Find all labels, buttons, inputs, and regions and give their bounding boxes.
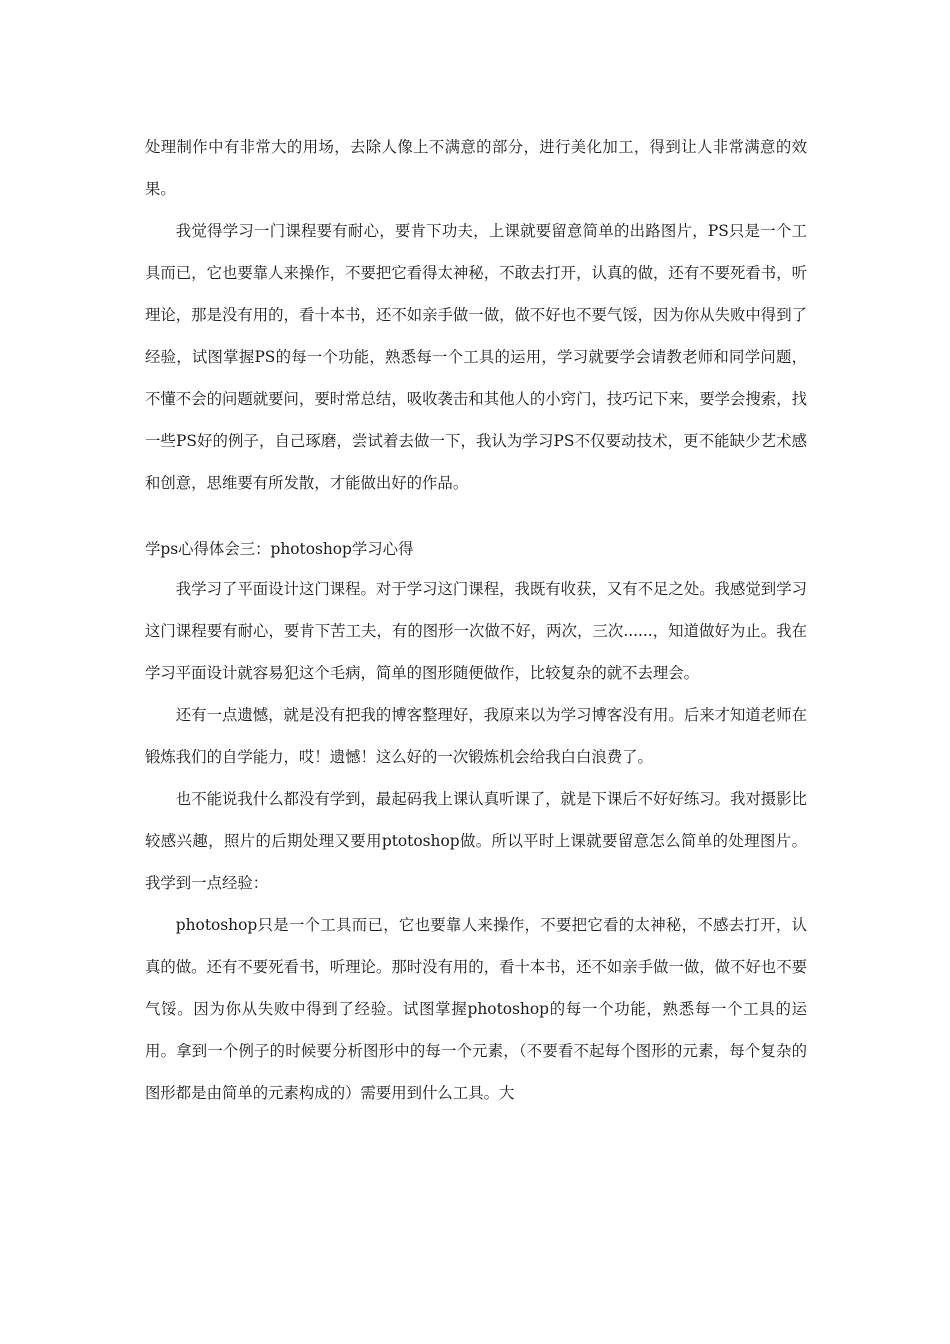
paragraph-photography-interest: 也不能说我什么都没有学到，最起码我上课认真听课了，就是下课后不好好练习。我对摄影比较感兴趣，照片的后期处理又要用ptotoshop做。所以平时上课就要留意怎么简单的处理图片。我学到一点经验： bbox=[145, 790, 807, 892]
paragraph-course-reflection: 我学习了平面设计这门课程。对于学习这门课程，我既有收获，又有不足之处。我感觉到学习这门课程要有耐心，要肯下苦工夫，有的图形一次做不好，两次，三次......，知道做好为止。我在学习平面设计就容易犯这个毛病，简单的图形随便做作，比较复杂的就不去理会。 bbox=[145, 580, 807, 682]
paragraph-blog-regret: 还有一点遗憾，就是没有把我的博客整理好，我原来以为学习博客没有用。后来才知道老师在锻炼我们的自学能力，哎！遗憾！这么好的一次锻炼机会给我白白浪费了。 bbox=[145, 706, 807, 766]
section-heading: 学ps心得体会三：photoshop学习心得 bbox=[145, 540, 414, 558]
document-body bbox=[145, 126, 807, 1114]
paragraph-continuation: 处理制作中有非常大的用场，去除人像上不满意的部分，进行美化加工，得到让人非常满意的效果。 bbox=[145, 138, 807, 198]
paragraph-learning-attitude: 我觉得学习一门课程要有耐心，要肯下功夫，上课就要留意简单的出路图片，PS只是一个工具而已，它也要靠人来操作，不要把它看得太神秘，不敢去打开，认真的做，还有不要死看书，听理论，那是没有用的，看十本书，还不如亲手做一做，做不好也不要气馁，因为你从失败中得到了经验，试图掌握PS的每一个功能，熟悉每一个工具的运用，学习就要学会请教老师和同学问题，不懂不会的问题就要问，要时常总结，吸收袭击和其他人的小窍门，技巧记下来，要学会搜索，找一些PS好的例子，自己琢磨，尝试着去做一下，我认为学习PS不仅要动技术，更不能缺少艺术感和创意，思维要有所发散，才能做出好的作品。 bbox=[145, 222, 807, 492]
paragraph-photoshop-tips: photoshop只是一个工具而已，它也要靠人来操作，不要把它看的太神秘，不感去打开，认真的做。还有不要死看书，听理论。那时没有用的，看十本书，还不如亲手做一做，做不好也不要气馁。因为你从失败中得到了经验。试图掌握photoshop的每一个功能，熟悉每一个工具的运用。拿到一个例子的时候要分析图形中的每一个元素，（不要看不起每个图形的元素，每个复杂的图形都是由简单的元素构成的）需要用到什么工具。大 bbox=[145, 916, 807, 1102]
